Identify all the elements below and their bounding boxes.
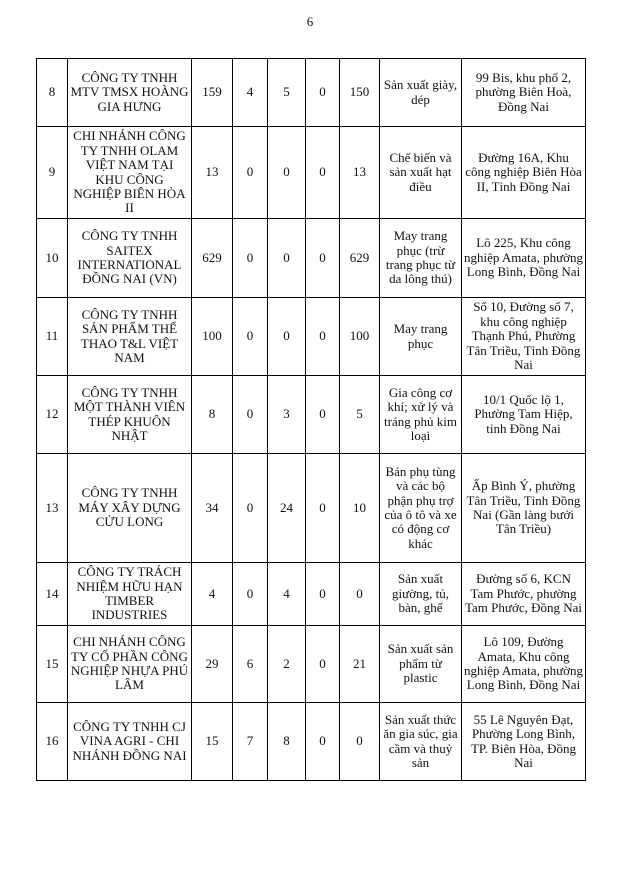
count-col-4-cell: 0 <box>340 563 380 626</box>
address-cell: 99 Bis, khu phố 2, phường Biên Hoà, Đồng Nai <box>462 59 586 127</box>
table-row <box>37 454 586 563</box>
count-col-4-cell: 100 <box>340 298 380 376</box>
address-cell: Ấp Bình Ý, phường Tân Triều, Tỉnh Đồng Nai (Gần làng bưởi Tân Triều) <box>462 454 586 563</box>
count-col-1-cell: 0 <box>233 127 268 219</box>
page-number: 6 <box>306 14 314 29</box>
count-col-4-cell: 629 <box>340 219 380 298</box>
count-col-4-cell: 5 <box>340 376 380 454</box>
company-name-cell: CÔNG TY TNHH SAITEX INTERNATIONAL ĐỒNG NAI (VN) <box>68 219 192 298</box>
table-row <box>37 563 586 626</box>
count-col-3-cell: 0 <box>306 376 340 454</box>
industry-cell: Sản xuất giày, dép <box>380 59 462 127</box>
industry-cell: May trang phục (trừ trang phục từ da lông thú) <box>380 219 462 298</box>
total-workers-cell: 8 <box>192 376 233 454</box>
address-cell: 55 Lê Nguyên Đạt, Phường Long Bình, TP. Biên Hòa, Đồng Nai <box>462 703 586 781</box>
total-workers-cell: 13 <box>192 127 233 219</box>
total-workers-cell: 4 <box>192 563 233 626</box>
count-col-3-cell: 0 <box>306 626 340 703</box>
table-row <box>37 219 586 298</box>
row-number-cell: 12 <box>37 376 68 454</box>
row-number-cell: 10 <box>37 219 68 298</box>
count-col-4-cell: 0 <box>340 703 380 781</box>
count-col-1-cell: 0 <box>233 454 268 563</box>
count-col-2-cell: 0 <box>268 127 306 219</box>
address-cell: Số 10, Đường số 7, khu công nghiệp Thạnh Phú, Phường Tân Triều, Tỉnh Đồng Nai <box>462 298 586 376</box>
industry-cell: Gia công cơ khí; xử lý và tráng phủ kim loại <box>380 376 462 454</box>
total-workers-cell: 34 <box>192 454 233 563</box>
count-col-1-cell: 0 <box>233 298 268 376</box>
company-name-cell: CÔNG TY TNHH MÁY XÂY DỰNG CỬU LONG <box>68 454 192 563</box>
count-col-2-cell: 0 <box>268 219 306 298</box>
industry-cell: Sản xuất giường, tủ, bàn, ghế <box>380 563 462 626</box>
count-col-4-cell: 150 <box>340 59 380 127</box>
count-col-4-cell: 21 <box>340 626 380 703</box>
count-col-2-cell: 2 <box>268 626 306 703</box>
industry-cell: Bán phụ tùng và các bộ phận phụ trợ của ô tô và xe có động cơ khác <box>380 454 462 563</box>
table-row <box>37 376 586 454</box>
address-cell: 10/1 Quốc lộ 1, Phường Tam Hiệp, tỉnh Đồng Nai <box>462 376 586 454</box>
row-number-cell: 16 <box>37 703 68 781</box>
total-workers-cell: 629 <box>192 219 233 298</box>
table-row <box>37 298 586 376</box>
row-number-cell: 11 <box>37 298 68 376</box>
address-cell: Đường 16A, Khu công nghiệp Biên Hòa II, Tỉnh Đồng Nai <box>462 127 586 219</box>
count-col-1-cell: 4 <box>233 59 268 127</box>
row-number-cell: 14 <box>37 563 68 626</box>
enterprise-table <box>36 58 586 781</box>
table-body <box>37 59 586 781</box>
address-cell: Đường số 6, KCN Tam Phước, phường Tam Phước, Đồng Nai <box>462 563 586 626</box>
table-row <box>37 626 586 703</box>
count-col-3-cell: 0 <box>306 703 340 781</box>
count-col-2-cell: 0 <box>268 298 306 376</box>
company-name-cell: CÔNG TY TNHH CJ VINA AGRI - CHI NHÁNH ĐỒNG NAI <box>68 703 192 781</box>
company-name-cell: CÔNG TY TNHH SẢN PHẨM THỂ THAO T&L VIỆT NAM <box>68 298 192 376</box>
company-name-cell: CÔNG TY TRÁCH NHIỆM HỮU HẠN TIMBER INDUSTRIES <box>68 563 192 626</box>
count-col-3-cell: 0 <box>306 298 340 376</box>
count-col-1-cell: 7 <box>233 703 268 781</box>
company-name-cell: CHI NHÁNH CÔNG TY CỔ PHẦN CÔNG NGHIỆP NHỰA PHÚ LÂM <box>68 626 192 703</box>
industry-cell: Chế biến và sản xuất hạt điều <box>380 127 462 219</box>
company-name-cell: CÔNG TY TNHH MỘT THÀNH VIÊN THÉP KHUÔN NHẬT <box>68 376 192 454</box>
count-col-3-cell: 0 <box>306 127 340 219</box>
count-col-3-cell: 0 <box>306 563 340 626</box>
total-workers-cell: 29 <box>192 626 233 703</box>
industry-cell: Sản xuất sản phẩm từ plastic <box>380 626 462 703</box>
count-col-3-cell: 0 <box>306 219 340 298</box>
count-col-1-cell: 0 <box>233 219 268 298</box>
count-col-2-cell: 4 <box>268 563 306 626</box>
company-name-cell: CÔNG TY TNHH MTV TMSX HOÀNG GIA HƯNG <box>68 59 192 127</box>
count-col-1-cell: 0 <box>233 376 268 454</box>
table-row <box>37 59 586 127</box>
row-number-cell: 8 <box>37 59 68 127</box>
industry-cell: Sản xuất thức ăn gia súc, gia cầm và thuỷ sản <box>380 703 462 781</box>
company-name-cell: CHI NHÁNH CÔNG TY TNHH OLAM VIỆT NAM TẠI KHU CÔNG NGHIỆP BIÊN HÒA II <box>68 127 192 219</box>
count-col-2-cell: 8 <box>268 703 306 781</box>
count-col-4-cell: 10 <box>340 454 380 563</box>
row-number-cell: 9 <box>37 127 68 219</box>
count-col-1-cell: 0 <box>233 563 268 626</box>
row-number-cell: 13 <box>37 454 68 563</box>
total-workers-cell: 15 <box>192 703 233 781</box>
table-row <box>37 127 586 219</box>
count-col-2-cell: 5 <box>268 59 306 127</box>
count-col-3-cell: 0 <box>306 454 340 563</box>
total-workers-cell: 159 <box>192 59 233 127</box>
industry-cell: May trang phục <box>380 298 462 376</box>
address-cell: Lô 109, Đường Amata, Khu công nghiệp Amata, phường Long Bình, Đồng Nai <box>462 626 586 703</box>
total-workers-cell: 100 <box>192 298 233 376</box>
address-cell: Lô 225, Khu công nghiệp Amata, phường Long Bình, Đồng Nai <box>462 219 586 298</box>
count-col-2-cell: 24 <box>268 454 306 563</box>
count-col-3-cell: 0 <box>306 59 340 127</box>
row-number-cell: 15 <box>37 626 68 703</box>
count-col-1-cell: 6 <box>233 626 268 703</box>
count-col-2-cell: 3 <box>268 376 306 454</box>
table-row <box>37 703 586 781</box>
count-col-4-cell: 13 <box>340 127 380 219</box>
